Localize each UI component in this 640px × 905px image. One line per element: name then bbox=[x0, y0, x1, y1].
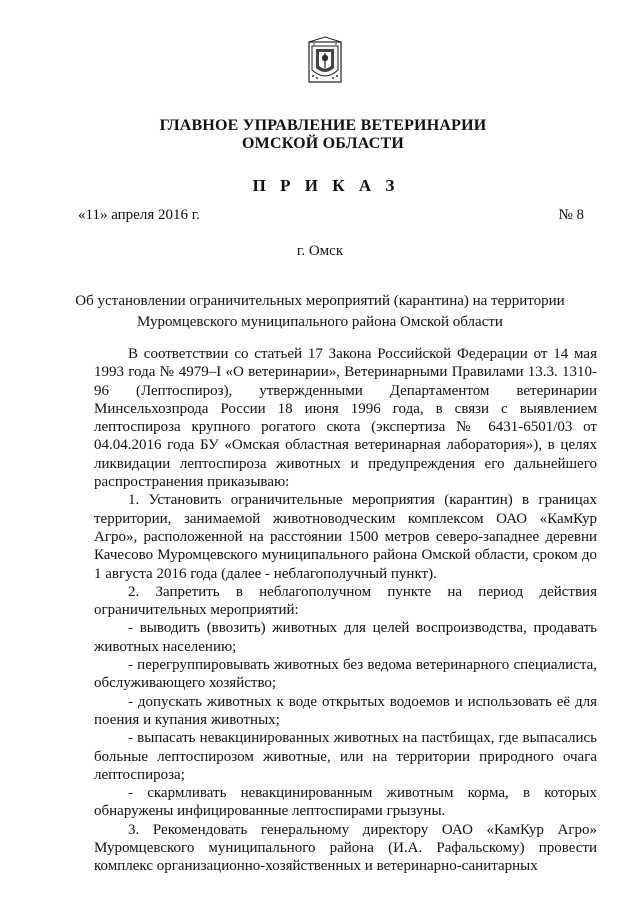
item-2-paragraph: 2. Запретить в неблагополучном пункте на период действия ограничительных мероприятий: bbox=[94, 583, 597, 619]
item-2b-paragraph: - перегруппировывать животных без ведома ветеринарного специалиста, обслуживающего хозяйство; bbox=[94, 657, 597, 692]
item-2e-paragraph: - скармливать невакцинированным животным корма, в которых обнаружены инфицированные лептоспирами грызуны. bbox=[94, 785, 597, 820]
order-number: № 8 bbox=[558, 207, 584, 223]
subject-line2: Муромцевского муниципального района Омской области bbox=[137, 314, 503, 330]
order-subject bbox=[0, 291, 640, 333]
omsk-coat-of-arms-icon bbox=[304, 36, 346, 88]
subject-line1: Об установлении ограничительных мероприятий (карантина) на территории bbox=[75, 293, 565, 309]
item-2c-paragraph: - допускать животных к воде открытых водоемов и использовать её для поения и купания животных; bbox=[94, 693, 597, 728]
coat-of-arms-emblem bbox=[304, 36, 346, 88]
item-2d-paragraph: - выпасать невакцинированных животных на пастбищах, где выпасались больные лептоспирозом животные, или на территории природного очага лептоспироза; bbox=[94, 730, 597, 783]
order-body bbox=[94, 345, 597, 876]
organization-name-line2: ОМСКОЙ ОБЛАСТИ bbox=[242, 135, 404, 152]
item-2a-paragraph: - выводить (ввозить) животных для целей воспроизводства, продавать животных населению; bbox=[94, 620, 597, 655]
item-1-paragraph: 1. Установить ограничительные мероприятия (карантин) в границах территории, занимаемой животноводческим комплексом ОАО «КамКур Агро», расположенной на расстоянии 1500 метров северо-западнее деревни Качесово Муромцевского муниципального района Омской области, сроком до 1 августа 2016 года (далее - неблагополучный пункт). bbox=[94, 492, 597, 582]
document-type-title: П Р И К А З bbox=[252, 176, 400, 195]
order-date: «11» апреля 2016 г. bbox=[78, 207, 200, 223]
organization-name-line1: ГЛАВНОЕ УПРАВЛЕНИЕ ВЕТЕРИНАРИИ bbox=[159, 117, 487, 134]
preamble-paragraph: В соответствии со статьей 17 Закона Российской Федерации от 14 мая 1993 года № 4979–I «О ветеринарии», Ветеринарными Правилами 13.3. 1310-96 (Лептоспироз), утвержденными Департаментом ветеринарии Минсельхозпрода России 18 июня 1996 года, в связи с выявлением лептоспироза крупного рогатого скота (экспертиза № 6431-6501/03 от 04.04.2016 года БУ «Омская областная ветеринарная лаборатория»), в целях ликвидации лептоспироза животных и предупреждения его дальнейшего распространения приказываю: bbox=[94, 346, 597, 491]
item-3-paragraph: 3. Рекомендовать генеральному директору ОАО «КамКур Агро» Муромцевского муниципального района (И.А. Рафальскому) провести комплекс организационно-хозяйственных и ветеринарно-санитарных bbox=[94, 821, 597, 875]
order-city: г. Омск bbox=[296, 243, 344, 259]
